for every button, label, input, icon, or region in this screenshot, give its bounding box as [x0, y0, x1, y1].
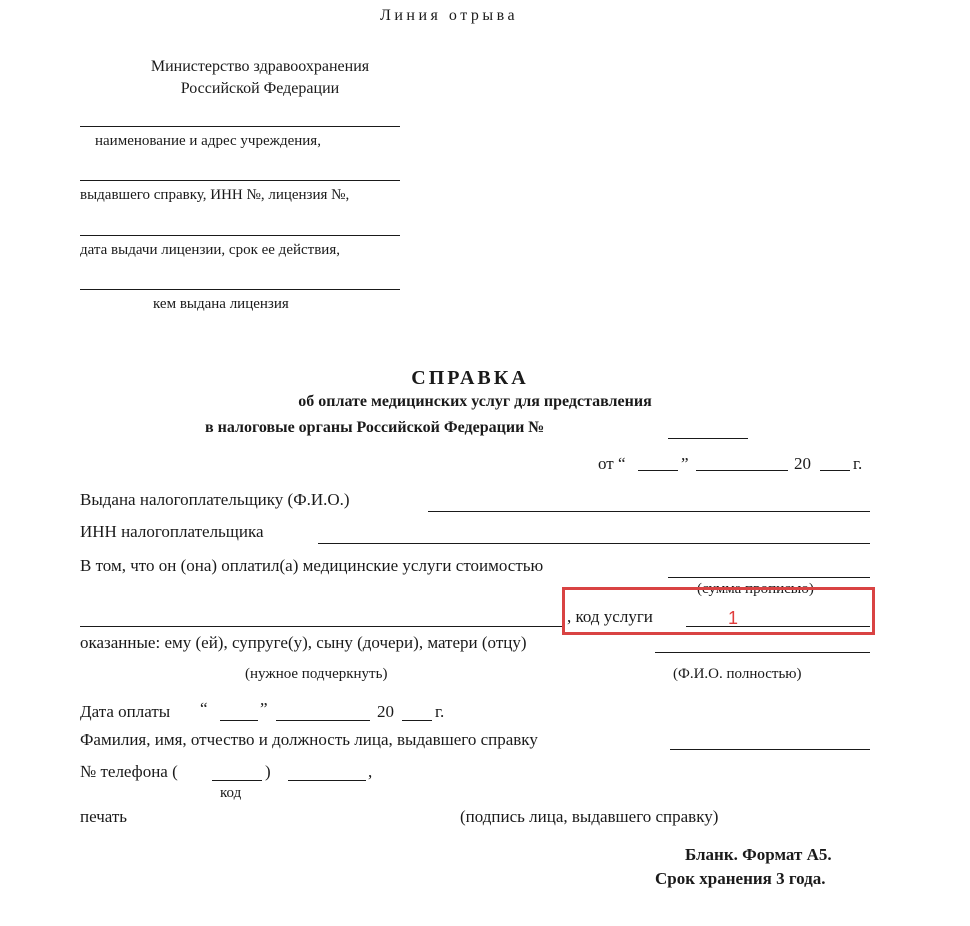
payment-date-close-quote: ”	[260, 699, 268, 718]
certificate-number-line	[668, 438, 748, 439]
issued-to-label: Выдана налогоплательщику (Ф.И.О.)	[80, 490, 350, 509]
header-line-2	[80, 180, 400, 181]
document-subtitle-1: об оплате медицинских услуг для представления	[298, 393, 652, 410]
issuer-name-label: Фамилия, имя, отчество и должность лица, выдавшего справку	[80, 730, 538, 749]
rendered-to-label: оказанные: ему (ей), супруге(у), сыну (дочери), матери (отцу)	[80, 633, 527, 652]
cost-line	[668, 577, 870, 578]
stamp-label: печать	[80, 807, 128, 826]
inn-label: ИНН налогоплательщика	[80, 522, 264, 541]
continuation-line	[80, 626, 565, 627]
phone-comma: ,	[368, 762, 373, 781]
recipient-name-line	[655, 652, 870, 653]
annotation-marker: 1	[728, 608, 739, 628]
phone-label: № телефона (	[80, 762, 178, 781]
date-g-label: г.	[853, 454, 863, 473]
document-subtitle-2: в налоговые органы Российской Федерации №	[205, 419, 545, 436]
full-name-caption: (Ф.И.О. полностью)	[673, 666, 802, 682]
payment-date-open-quote: “	[200, 699, 208, 718]
form-format-note: Бланк. Формат А5.	[685, 845, 832, 864]
phone-code-caption: код	[220, 785, 242, 801]
payment-month-line	[276, 720, 370, 721]
ministry-name	[60, 56, 460, 100]
header-line-4	[80, 289, 400, 290]
sum-in-words-caption: (сумма прописью)	[697, 581, 814, 597]
date-from-label: от “	[598, 454, 626, 473]
inn-line	[318, 543, 870, 544]
ministry-line-1: Министерство здравоохранения	[150, 58, 370, 75]
tear-line-label: Линия отрыва	[380, 7, 519, 24]
highlight-box	[562, 587, 875, 635]
payment-year-prefix: 20	[377, 702, 394, 721]
date-year-prefix: 20	[794, 454, 811, 473]
date-close-quote: ”	[681, 454, 689, 473]
date-year-line	[820, 470, 850, 471]
payment-g-label: г.	[435, 702, 445, 721]
header-line-1	[80, 126, 400, 127]
header-field-caption-4: кем выдана лицензия	[153, 296, 289, 312]
payment-year-line	[402, 720, 432, 721]
document-title: СПРАВКА	[411, 367, 529, 389]
date-month-line	[696, 470, 788, 471]
header-field-caption-2: выдавшего справку, ИНН №, лицензия №,	[80, 187, 350, 203]
payment-date-label: Дата оплаты	[80, 702, 171, 721]
header-field-caption-3: дата выдачи лицензии, срок ее действия,	[80, 242, 340, 258]
phone-code-line	[212, 780, 262, 781]
issued-to-line	[428, 511, 870, 512]
phone-number-line	[288, 780, 366, 781]
phone-close-paren: )	[265, 762, 271, 781]
signature-caption: (подпись лица, выдавшего справку)	[460, 807, 719, 826]
underline-needed-caption: (нужное подчеркнуть)	[245, 666, 388, 682]
header-field-caption-1: наименование и адрес учреждения,	[95, 133, 321, 149]
issuer-name-line	[670, 749, 870, 750]
paid-label: В том, что он (она) оплатил(а) медицинские услуги стоимостью	[80, 556, 544, 575]
retention-note: Срок хранения 3 года.	[655, 869, 826, 888]
ministry-line-2: Российской Федерации	[180, 80, 340, 97]
service-code-label: , код услуги	[567, 607, 653, 626]
header-line-3	[80, 235, 400, 236]
payment-day-line	[220, 720, 258, 721]
date-day-line	[638, 470, 678, 471]
